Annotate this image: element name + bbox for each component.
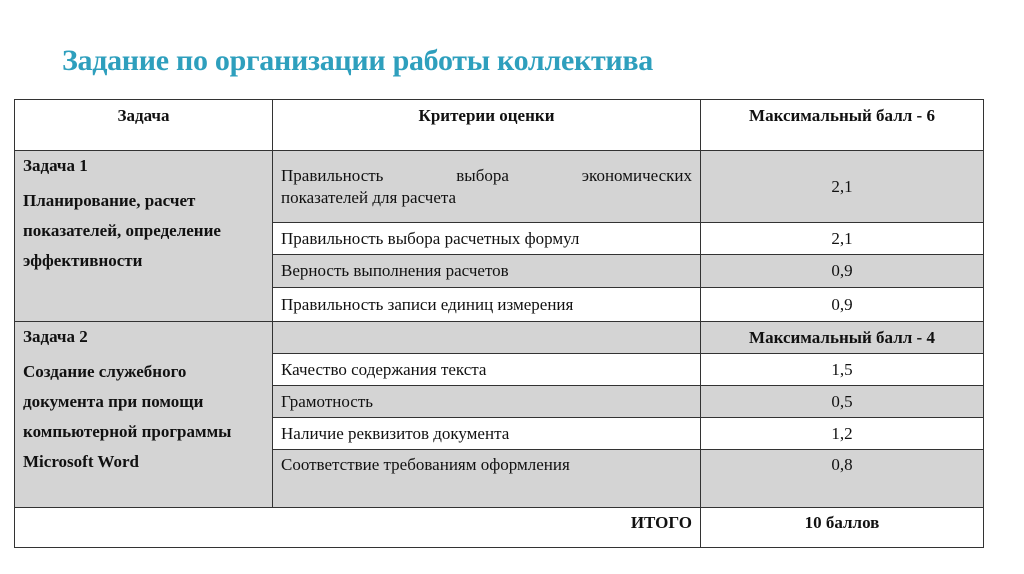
criterion-cell-empty	[273, 322, 701, 354]
criterion-cell: Грамотность	[273, 386, 701, 418]
task2-number: Задача 2	[23, 327, 88, 346]
score-cell: 2,1	[701, 151, 984, 223]
criterion-cell	[273, 151, 701, 223]
criterion-cell: Правильность записи единиц измерения	[273, 288, 701, 322]
total-label: ИТОГО	[15, 508, 701, 548]
slide-title: Задание по организации работы коллектива	[62, 44, 654, 77]
score-cell: 0,9	[701, 255, 984, 288]
task1-cell	[15, 151, 273, 322]
table-row	[15, 322, 984, 354]
score-cell: 0,5	[701, 386, 984, 418]
score-cell: 0,8	[701, 450, 984, 508]
criterion-cell: Верность выполнения расчетов	[273, 255, 701, 288]
score-cell: 2,1	[701, 223, 984, 255]
score-cell: 1,2	[701, 418, 984, 450]
total-row	[15, 508, 984, 548]
task2-description: Создание служебного документа при помощи компьютерной программы Microsoft Word	[23, 362, 232, 471]
criteria-table	[14, 99, 984, 548]
criterion-cell: Наличие реквизитов документа	[273, 418, 701, 450]
task1-number: Задача 1	[23, 156, 88, 175]
task2-cell	[15, 322, 273, 508]
criterion-cell: Правильность выбора расчетных формул	[273, 223, 701, 255]
header-max-score: Максимальный балл - 6	[701, 100, 984, 151]
score-cell: 1,5	[701, 354, 984, 386]
table-row	[15, 151, 984, 223]
table-header-row	[15, 100, 984, 151]
criterion-text-line2: показателей для расчета	[281, 187, 457, 207]
task2-max-score: Максимальный балл - 4	[701, 322, 984, 354]
criterion-text-line1: Правильность выбора экономических	[281, 165, 692, 185]
score-cell: 0,9	[701, 288, 984, 322]
header-task: Задача	[15, 100, 273, 151]
criterion-cell: Качество содержания текста	[273, 354, 701, 386]
total-value: 10 баллов	[701, 508, 984, 548]
header-criteria: Критерии оценки	[273, 100, 701, 151]
task1-description: Планирование, расчет показателей, определение эффективности	[23, 191, 221, 270]
criterion-cell: Соответствие требованиям оформления	[273, 450, 701, 508]
